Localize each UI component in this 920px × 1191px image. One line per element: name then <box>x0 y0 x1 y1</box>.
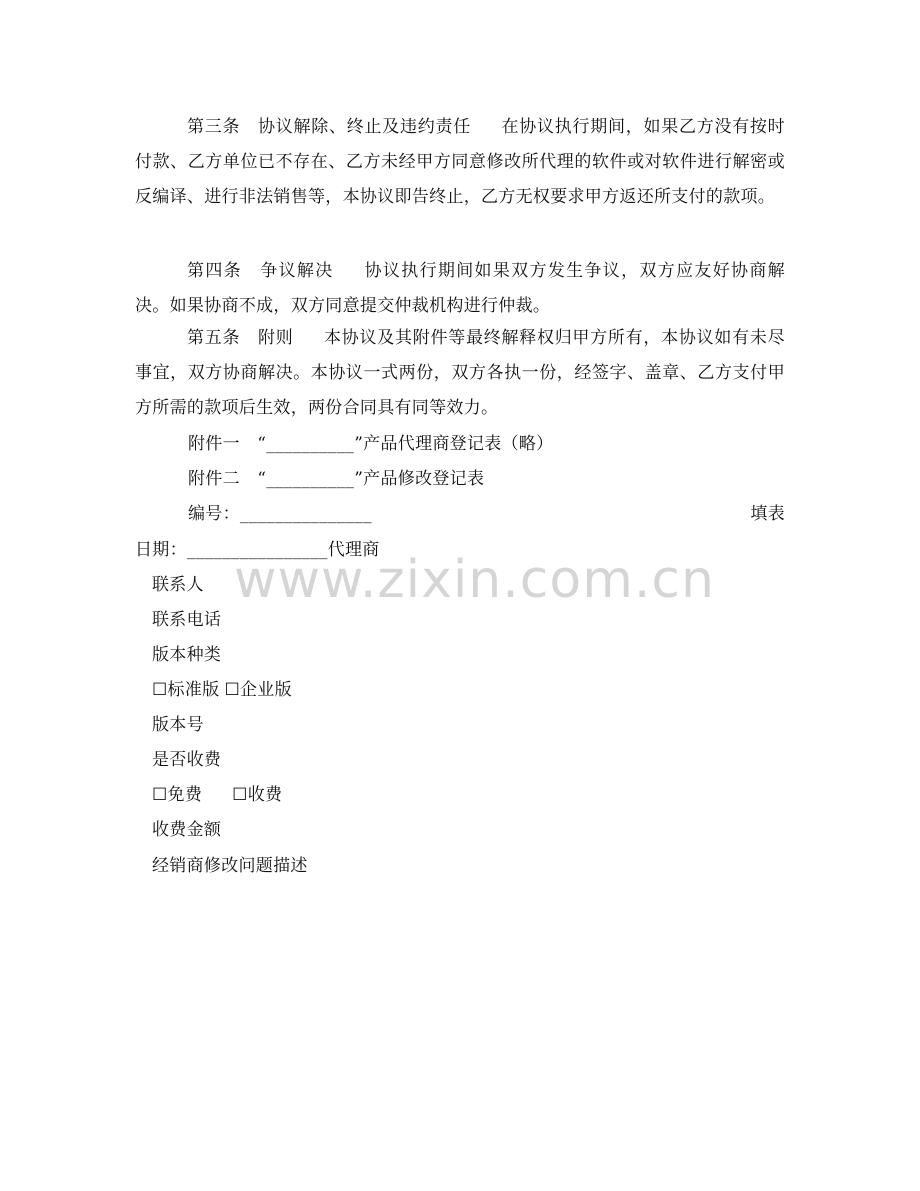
form-date-field: 日期：________________代理商 <box>135 540 380 560</box>
article-5-paragraph <box>135 321 785 426</box>
article-4-body: 协议执行期间如果双方发生争议，双方应友好协商解决。如果协商不成，双方同意提交仲裁机构进行仲裁。 <box>135 261 785 316</box>
article-3-paragraph <box>135 110 785 215</box>
paid-checkbox-icon[interactable]: ☐ <box>232 785 248 805</box>
standard-edition-checkbox-icon[interactable]: ☐ <box>152 680 168 700</box>
article-4-paragraph <box>135 254 785 324</box>
enterprise-edition-label: 企业版 <box>240 680 292 700</box>
form-fill-label: 填表 <box>750 504 785 524</box>
free-label: 免费 <box>167 785 203 805</box>
watermark: www.zixin.com.cn <box>234 550 715 610</box>
form-version-type-label: 版本种类 <box>152 645 222 665</box>
enterprise-edition-checkbox-icon[interactable]: ☐ <box>224 680 240 700</box>
form-number-field: 编号：_______________ <box>188 504 372 524</box>
form-amount-label: 收费金额 <box>152 820 222 840</box>
standard-edition-label: 标准版 <box>167 680 220 700</box>
article-3-heading: 第三条 协议解除、终止及违约责任 <box>187 117 471 137</box>
paid-label: 收费 <box>247 785 283 805</box>
edition-options <box>152 673 292 708</box>
article-5-body: 本协议及其附件等最终解释权归甲方所有，本协议如有未尽事宜，双方协商解决。本协议一式两份，双方各执一份，经签字、盖章、乙方支付甲方所需的款项后生效，两份合同具有同等效力。 <box>135 328 785 418</box>
attachment-one: 附件一 “__________”产品代理商登记表（略） <box>188 434 554 454</box>
form-charge-question-label: 是否收费 <box>152 750 222 770</box>
free-checkbox-icon[interactable]: ☐ <box>152 785 168 805</box>
form-contact-label: 联系人 <box>152 575 204 595</box>
attachment-two: 附件二 “__________”产品修改登记表 <box>188 469 485 489</box>
article-4-heading: 第四条 争议解决 <box>187 261 334 281</box>
form-phone-label: 联系电话 <box>152 610 222 630</box>
charge-options <box>152 778 282 813</box>
article-5-heading: 第五条 附则 <box>187 328 294 348</box>
form-version-no-label: 版本号 <box>152 715 204 735</box>
form-issue-description-label: 经销商修改问题描述 <box>152 856 308 876</box>
article-3-body: 在协议执行期间，如果乙方没有按时付款、乙方单位已不存在、乙方未经甲方同意修改所代理的软件或对软件进行解密或反编译、进行非法销售等，本协议即告终止，乙方无权要求甲方返还所支付的款项。 <box>135 117 785 207</box>
